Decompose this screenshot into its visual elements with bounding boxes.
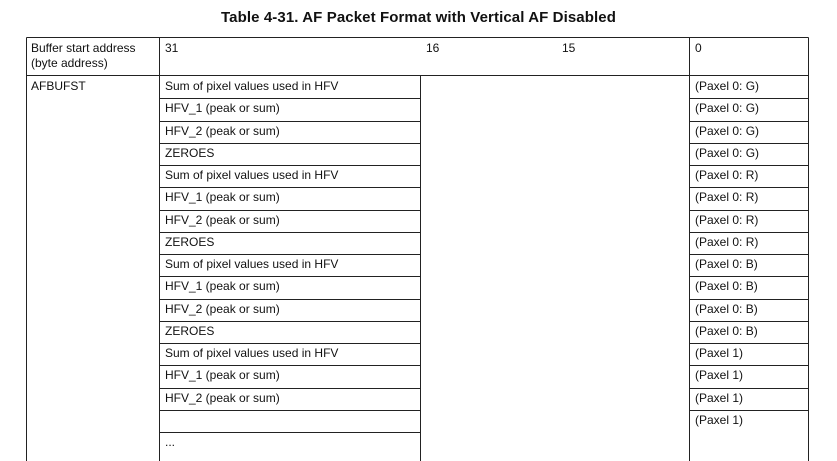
upper-field-cell: Sum of pixel values used in HFV bbox=[165, 168, 339, 182]
pixel-label-cell: (Paxel 0: B) bbox=[695, 279, 758, 293]
upper-field-cell: ZEROES bbox=[165, 146, 215, 160]
bit-0-header: 0 bbox=[695, 41, 702, 55]
pixel-label-cell: (Paxel 0: G) bbox=[695, 101, 760, 115]
bit-31-header: 31 bbox=[165, 41, 179, 55]
address-header-line1: Buffer start address bbox=[31, 41, 136, 55]
bit-15-header: 15 bbox=[562, 41, 576, 55]
pixel-label-cell: (Paxel 1) bbox=[695, 391, 744, 405]
upper-field-cell: HFV_2 (peak or sum) bbox=[165, 302, 280, 316]
pixel-label-cell: (Paxel 1) bbox=[695, 413, 744, 427]
address-header-line2: (byte address) bbox=[31, 56, 108, 70]
upper-field-cell: HFV_2 (peak or sum) bbox=[165, 391, 280, 405]
pixel-label-cell: (Paxel 0: G) bbox=[695, 124, 760, 138]
address-label: AFBUFST bbox=[31, 79, 86, 93]
upper-field-cell: ... bbox=[165, 435, 176, 449]
pixel-label-cell: (Paxel 0: R) bbox=[695, 190, 759, 204]
pixel-label-cell: (Paxel 1) bbox=[695, 368, 744, 382]
pixel-label-cell: (Paxel 1) bbox=[695, 346, 744, 360]
upper-field-cell: Sum of pixel values used in HFV bbox=[165, 346, 339, 360]
table-caption: Table 4-31. AF Packet Format with Vertical AF Disabled bbox=[221, 9, 616, 26]
pixel-label-cell: (Paxel 0: G) bbox=[695, 79, 760, 93]
upper-field-cell: HFV_1 (peak or sum) bbox=[165, 190, 280, 204]
pixel-label-cell: (Paxel 0: B) bbox=[695, 302, 758, 316]
upper-field-cell: Sum of pixel values used in HFV bbox=[165, 79, 339, 93]
upper-field-cell: HFV_1 (peak or sum) bbox=[165, 368, 280, 382]
pixel-label-cell: (Paxel 0: B) bbox=[695, 257, 758, 271]
pixel-label-cell: (Paxel 0: G) bbox=[695, 146, 760, 160]
upper-field-cell: Sum of pixel values used in HFV bbox=[165, 257, 339, 271]
pixel-label-cell: (Paxel 0: R) bbox=[695, 168, 759, 182]
pixel-label-cell: (Paxel 0: R) bbox=[695, 213, 759, 227]
upper-field-cell: HFV_1 (peak or sum) bbox=[165, 279, 280, 293]
upper-field-cell: ZEROES bbox=[165, 235, 215, 249]
upper-field-cell: HFV_2 (peak or sum) bbox=[165, 213, 280, 227]
upper-field-cell: ZEROES bbox=[165, 324, 215, 338]
pixel-label-cell: (Paxel 0: R) bbox=[695, 235, 759, 249]
pixel-label-cell: (Paxel 0: B) bbox=[695, 324, 758, 338]
upper-field-cell: HFV_2 (peak or sum) bbox=[165, 124, 280, 138]
bit-16-header: 16 bbox=[426, 41, 440, 55]
upper-field-cell: HFV_1 (peak or sum) bbox=[165, 101, 280, 115]
